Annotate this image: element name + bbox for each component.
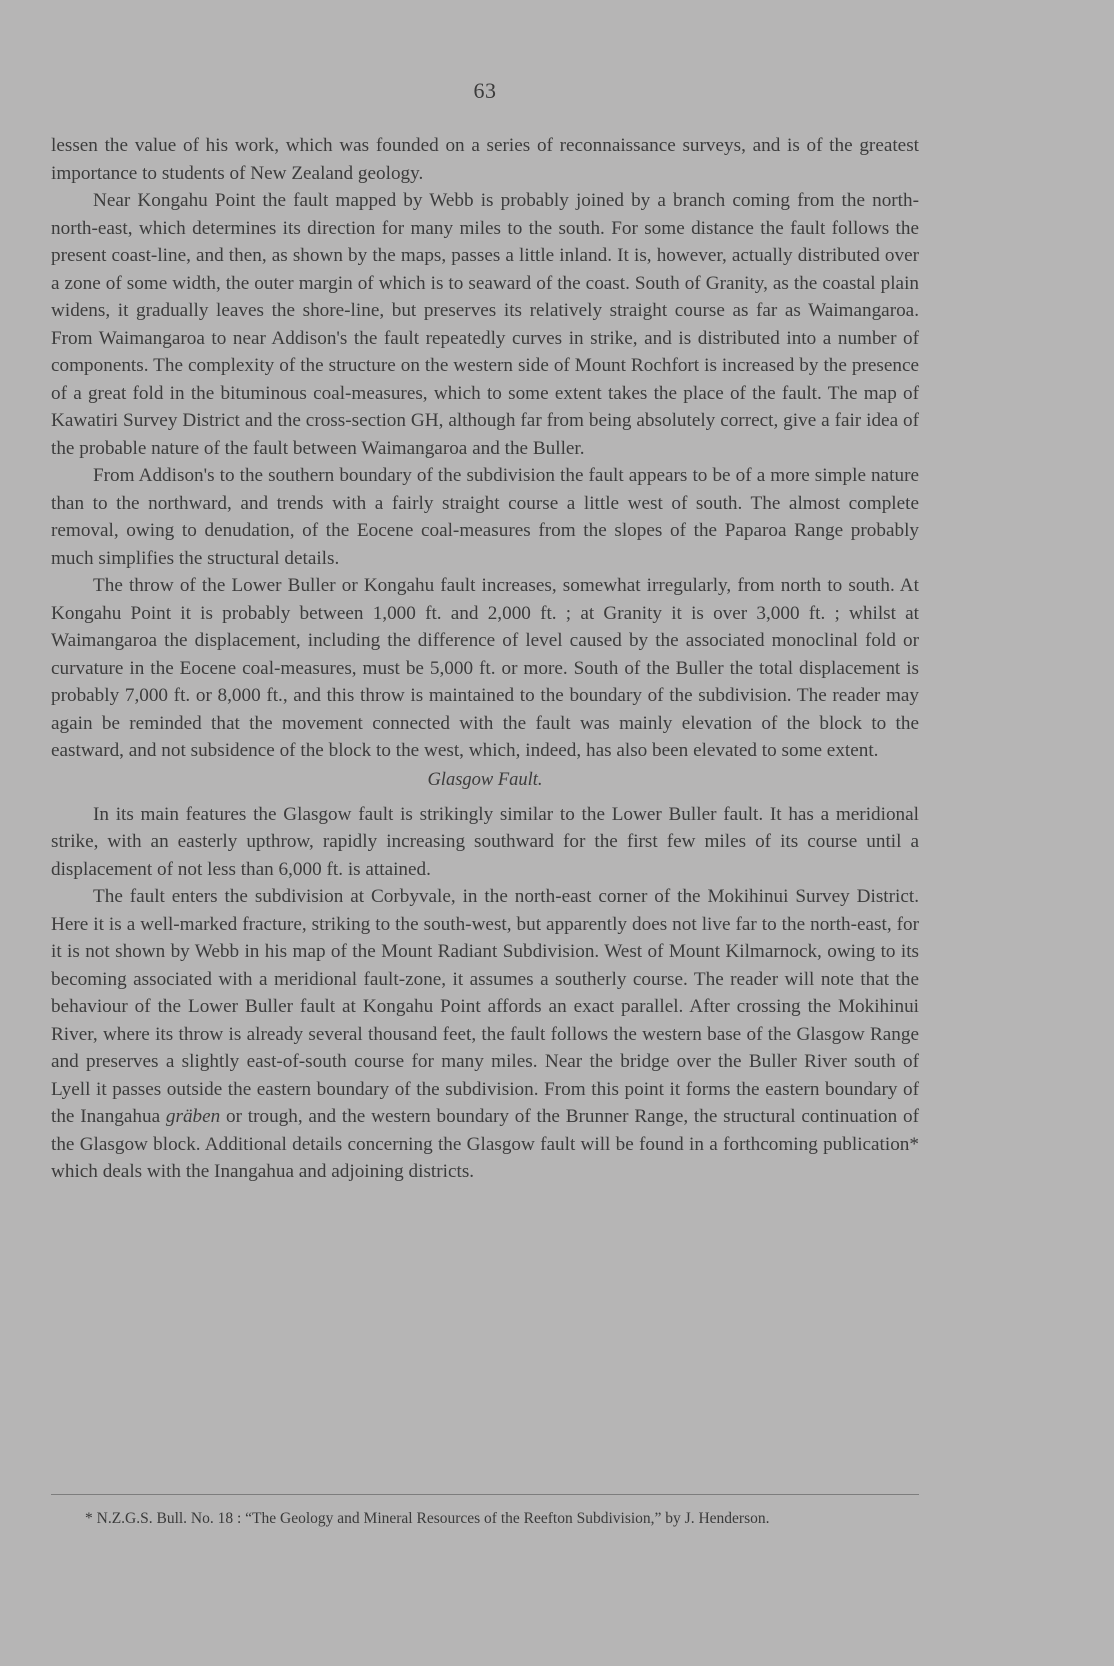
paragraph-1: lessen the value of his work, which was founded on a series of reconnaissance surveys, and is of the greatest importance to students of New Zealand geology. xyxy=(51,135,919,184)
footnote xyxy=(51,1509,919,1529)
paragraph-6-tail: or trough, and the western boundary of the Brunner Range, the structural continuation of the Glasgow block. Additional details concerning the Glasgow fault will be found in a forthcoming publication* which deals with the Inangahua and adjoining districts. xyxy=(51,1106,920,1182)
paragraph-3: From Addison's to the southern boundary of the subdivision the fault appears to be of a more simple nature than to the northward, and trends with a fairly straight course a little west of south. The almost complete removal, owing to denudation, of the Eocene coal-measures from the slopes of the Paparoa Range probably much simplifies the structural details. xyxy=(51,465,919,569)
body-text xyxy=(51,132,919,1186)
page-number: 63 xyxy=(473,78,497,103)
footnote-divider xyxy=(51,1494,919,1495)
italic-term-graben: gräben xyxy=(165,1106,221,1127)
paragraph-6-text: The fault enters the subdivision at Corbyvale, in the north-east corner of the Mokihinui Survey District. Here it is a well-marked fracture, striking to the south-west, but apparently does not live far to the north-east, for it is not shown by Webb in his map of the Mount Radiant Subdivision. West of Mount Kilmarnock, owing to its becoming associated with a meridional fault-zone, it assumes a southerly course. The reader will note that the behaviour of the Lower Buller fault at Kongahu Point affords an exact parallel. After crossing the Mokihinui River, where its throw is already several thousand feet, the fault follows the western base of the Glasgow Range and preserves a slightly east-of-south course for many miles. Near the bridge over the Buller River south of Lyell it passes outside the eastern boundary of the subdivision. From this point it forms the eastern boundary of the Inangahua xyxy=(51,886,919,1127)
footnote-text: * N.Z.G.S. Bull. No. 18 : “The Geology and Mineral Resources of the Reefton Subdivision,” by J. Henderson. xyxy=(85,1510,770,1527)
paragraph-5: In its main features the Glasgow fault is strikingly similar to the Lower Buller fault. It has a meridional strike, with an easterly upthrow, rapidly increasing southward for the first few miles of its course until a displacement of not less than 6,000 ft. is attained. xyxy=(51,803,919,880)
paragraph-2: Near Kongahu Point the fault mapped by Webb is probably joined by a branch coming from the north-north-east, which determines its direction for many miles to the south. For some distance the fault follows the present coast-line, and then, as shown by the maps, passes a little inland. It is, however, actually distributed over a zone of some width, the outer margin of which is to seaward of the coast. South of Granity, as the coastal plain widens, it gradually leaves the shore-line, but preserves its relatively straight course as far as Waimangaroa. From Waimangaroa to near Addison's the fault repeatedly curves in strike, and is distributed into a number of components. The complexity of the structure on the western side of Mount Rochfort is increased by the presence of a great fold in the bituminous coal-measures, which to some extent takes the place of the fault. The map of Kawatiri Survey District and the cross-section GH, although far from being absolutely correct, give a fair idea of the probable nature of the fault between Waimangaroa and the Buller. xyxy=(51,190,919,459)
section-heading-glasgow-fault: Glasgow Fault. xyxy=(427,769,543,790)
paragraph-6 xyxy=(51,883,919,1186)
paragraph-4: The throw of the Lower Buller or Kongahu fault increases, somewhat irregularly, from north to south. At Kongahu Point it is probably between 1,000 ft. and 2,000 ft. ; at Granity it is over 3,000 ft. ; whilst at Waimangaroa the displacement, including the difference of level caused by the associated monoclinal fold or curvature in the Eocene coal-measures, must be 5,000 ft. or more. South of the Buller the total displacement is probably 7,000 ft. or 8,000 ft., and this throw is maintained to the boundary of the subdivision. The reader may again be reminded that the movement connected with the fault was mainly elevation of the block to the eastward, and not subsidence of the block to the west, which, indeed, has also been elevated to some extent. xyxy=(51,575,919,761)
